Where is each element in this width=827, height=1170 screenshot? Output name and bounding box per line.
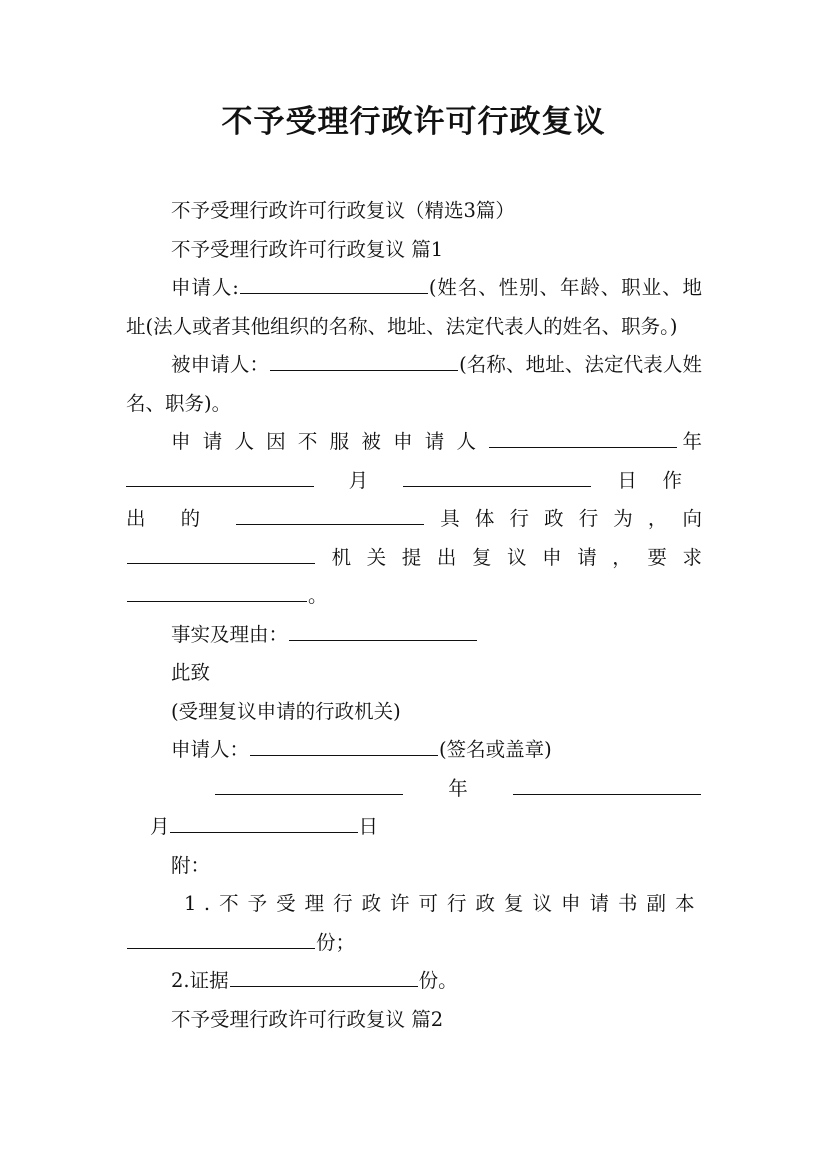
facts-label: 事实及理由： xyxy=(171,622,289,646)
action-paragraph xyxy=(126,423,702,616)
sign-month-label: 月 xyxy=(150,815,170,838)
attachment-1-copies-blank[interactable] xyxy=(127,947,315,949)
salutation-line xyxy=(126,654,702,693)
facts-blank[interactable] xyxy=(289,639,477,641)
sign-date-line xyxy=(126,770,702,847)
attachment-1-text: 1.不予受理行政许可行政复议申请书副本 xyxy=(184,892,702,915)
facts-line xyxy=(126,616,702,655)
recipient-line xyxy=(126,693,702,732)
sign-day-blank[interactable] xyxy=(170,831,358,833)
part1-heading xyxy=(126,231,702,270)
action-day-blank[interactable] xyxy=(403,485,591,487)
attachment-1-copies-label: 份； xyxy=(316,930,356,954)
month-label: 月 xyxy=(343,468,374,492)
sign-day-label: 日 xyxy=(358,815,379,838)
document-body xyxy=(126,192,702,1039)
attachment-heading xyxy=(126,847,702,886)
request-blank[interactable] xyxy=(127,600,307,602)
respondent-blank[interactable] xyxy=(270,369,458,371)
action-text-a: 申请人因不服被申请人 xyxy=(171,430,489,453)
action-behavior-blank[interactable] xyxy=(236,523,424,525)
year-label: 年 xyxy=(678,430,702,453)
signature-label: 申请人： xyxy=(171,738,250,761)
sign-month-blank[interactable] xyxy=(513,793,701,795)
attachment-item-2 xyxy=(126,962,702,1001)
respondent-label: 被申请人： xyxy=(171,353,270,376)
sign-year-blank[interactable] xyxy=(215,793,403,795)
action-organ-blank[interactable] xyxy=(127,562,315,564)
signature-blank[interactable] xyxy=(250,754,438,756)
applicant-note: (姓名、性别、年龄、职业、地址(法人或者其他组织的名称、地址、法定代表人的姓名、职务。) xyxy=(126,276,703,338)
part2-text: 不予受理行政许可行政复议 篇2 xyxy=(171,1007,444,1031)
signature-note: (签名或盖章) xyxy=(439,738,552,761)
part2-heading xyxy=(126,1001,702,1040)
respondent-note: (名称、地址、法定代表人姓名、职务)。 xyxy=(126,353,702,415)
intro-line xyxy=(126,192,702,231)
organ-text: 机关提出复议申请，要求 xyxy=(316,545,702,569)
applicant-blank[interactable] xyxy=(240,292,428,294)
intro-text: 不予受理行政许可行政复议（精选3篇） xyxy=(171,199,515,222)
recipient-text: (受理复议申请的行政机关) xyxy=(171,699,401,723)
action-date-year-blank[interactable] xyxy=(489,446,677,448)
day-made-label: 日作出的 xyxy=(126,468,702,530)
part1-text: 不予受理行政许可行政复议 篇1 xyxy=(171,237,444,261)
respondent-paragraph xyxy=(126,346,702,423)
attachment-2-copies-blank[interactable] xyxy=(230,985,418,987)
signature-line xyxy=(126,731,702,770)
sign-year-label: 年 xyxy=(432,776,484,800)
applicant-paragraph xyxy=(126,269,702,346)
document-title: 不予受理行政许可行政复议 xyxy=(221,104,606,140)
attachment-2-text: 2.证据 xyxy=(171,969,229,992)
salutation-text: 此致 xyxy=(171,661,211,684)
action-month-blank[interactable] xyxy=(126,485,314,487)
period-mark: 。 xyxy=(308,584,328,607)
attachment-label: 附： xyxy=(171,853,211,877)
attachment-2-copies-label: 份。 xyxy=(418,969,458,992)
applicant-label: 申请人: xyxy=(171,276,239,299)
action-text-b: 具体行政行为，向 xyxy=(425,507,702,530)
attachment-item-1 xyxy=(126,885,702,962)
